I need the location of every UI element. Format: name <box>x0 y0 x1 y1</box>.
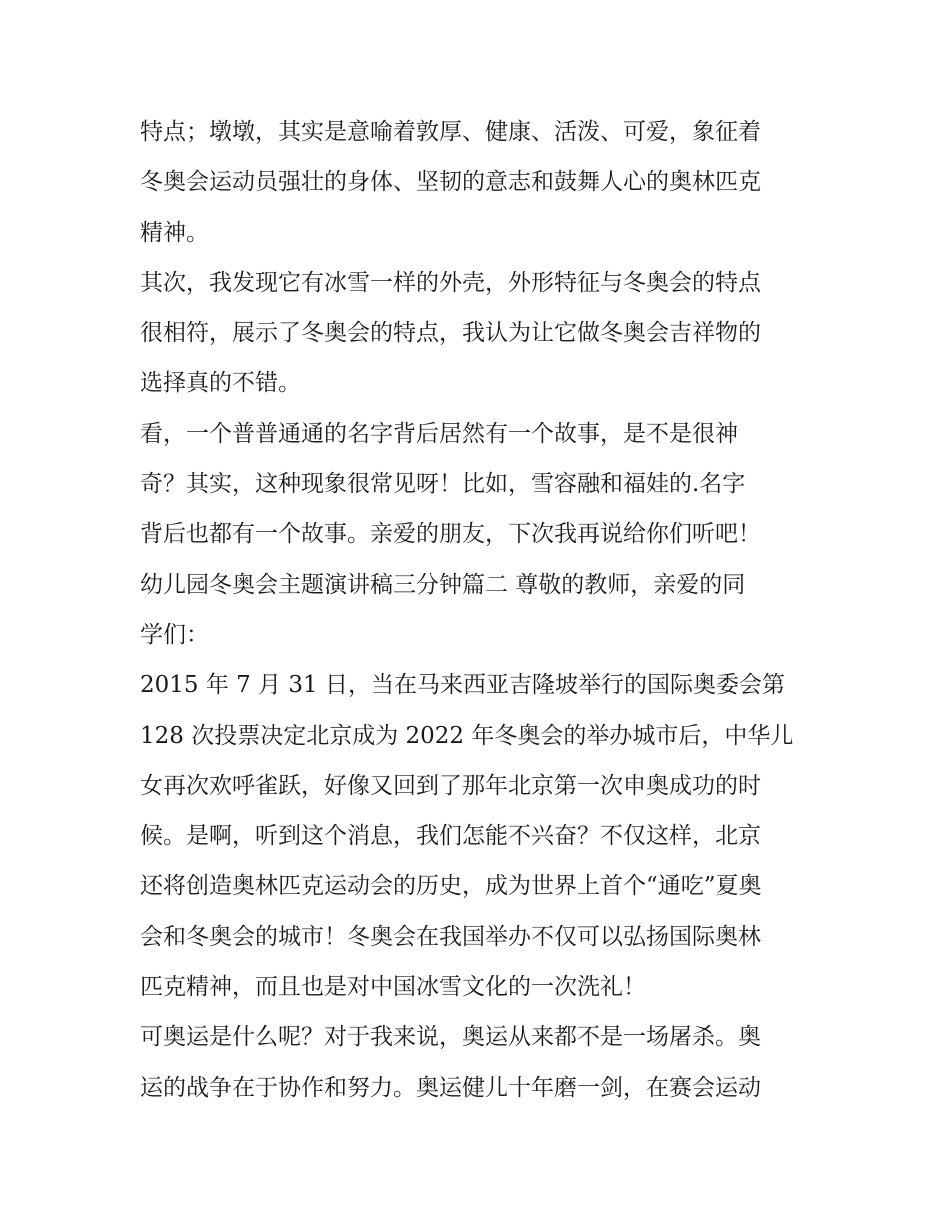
text-line: 其次，我发现它有冰雪一样的外壳，外形特征与冬奥会的特点 <box>140 269 761 296</box>
text-line: 2015 年 7 月 31 日，当在马来西亚吉隆坡举行的国际奥委会第 <box>140 672 785 699</box>
text-line: 会和冬奥会的城市！冬奥会在我国举办不仅可以弘扬国际奥林 <box>140 923 761 950</box>
text-line: 精神。 <box>140 219 209 246</box>
text-line: 学们： <box>140 621 209 648</box>
text-line: 候。是啊，听到这个消息，我们怎能不兴奋？不仅这样，北京 <box>140 823 761 850</box>
text-line: 可奥运是什么呢？对于我来说，奥运从来都不是一场屠杀。奥 <box>140 1024 761 1051</box>
text-line: 幼儿园冬奥会主题演讲稿三分钟篇二 尊敬的教师，亲爱的同 <box>140 571 746 598</box>
text-line: 特点；墩墩，其实是意喻着敦厚、健康、活泼、可爱，象征着 <box>140 119 761 145</box>
text-line: 女再次欢呼雀跃，好像又回到了那年北京第一次申奥成功的时 <box>140 772 761 799</box>
text-line: 奇？其实，这种现象很常见呀！比如，雪容融和福娃的.名字 <box>140 471 746 498</box>
text-line: 看，一个普普通通的名字背后居然有一个故事，是不是很神 <box>140 420 738 447</box>
text-line: 背后也都有一个故事。亲爱的朋友，下次我再说给你们听吧！ <box>140 521 761 548</box>
text-line: 运的战争在于协作和努力。奥运健儿十年磨一剑，在赛会运动 <box>140 1074 761 1101</box>
document-body-text <box>140 107 820 1113</box>
text-line: 匹克精神，而且也是对中国冰雪文化的一次洗礼！ <box>140 974 646 1001</box>
text-line: 还将创造奥林匹克运动会的历史，成为世界上首个“通吃”夏奥 <box>140 873 762 900</box>
text-line: 128 次投票决定北京成为 2022 年冬奥会的举办城市后，中华儿 <box>140 722 794 749</box>
text-line: 冬奥会运动员强壮的身体、坚韧的意志和鼓舞人心的奥林匹克 <box>140 169 761 196</box>
text-line: 选择真的不错。 <box>140 370 301 397</box>
text-line: 很相符，展示了冬奥会的特点，我认为让它做冬奥会吉祥物的 <box>140 320 761 347</box>
